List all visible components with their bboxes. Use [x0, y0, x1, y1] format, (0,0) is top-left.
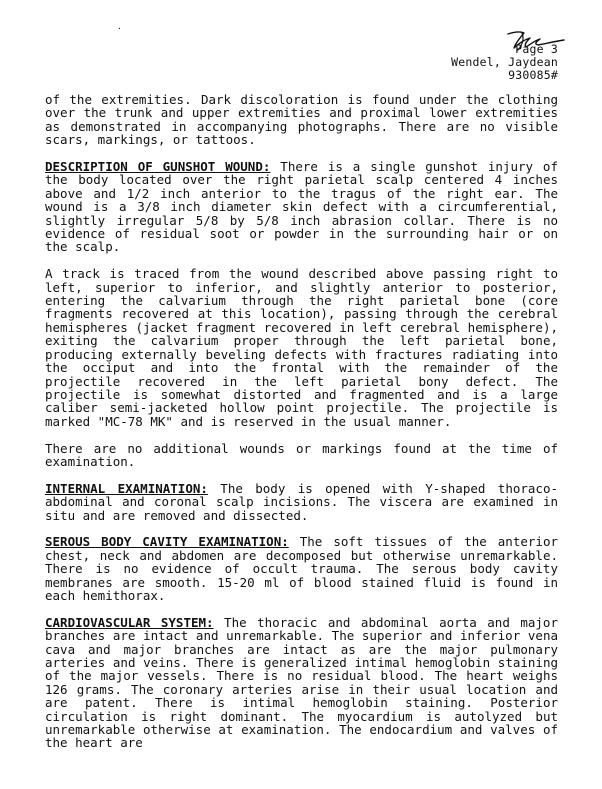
section-internal-examination [45, 482, 558, 522]
report-body [45, 93, 558, 763]
paragraph-additional-wounds [45, 442, 558, 469]
paragraph-text: The soft tissues of the anterior chest, neck and abdomen are decomposed but otherwise unremarkable. There is no evidence of occult trauma. The serous body cavity membranes are smooth. 15-20 ml of blood stained fluid is found in each hemithorax. [45, 534, 558, 603]
paragraph-text: There are no additional wounds or markings found at the time of examination. [45, 440, 558, 469]
page-number: Page 3 [515, 42, 558, 56]
stray-mark: · [117, 24, 122, 33]
section-heading: DESCRIPTION OF GUNSHOT WOUND: [45, 159, 271, 175]
section-serous-body-cavity [45, 535, 558, 602]
section-gunshot-wound [45, 160, 558, 254]
paragraph-text: A track is traced from the wound described above passing right to left, superior to inferior, and slightly anterior to posterior, entering the calvarium through the right parietal bone (core fragments recovered at this location), passing through the cerebral hemispheres (jacket fragment recovered in left cerebral hemisphere), exiting the calvarium proper through the left parietal bone, producing externally beveling defects with fractures radiating into the occiput and into the frontal with the remainder of the projectile recovered in the left parietal bony defect. The projectile is somewhat distorted and fragmented and is a large caliber semi-jacketed hollow point projectile. The projectile is marked "MC-78 MK" and is reserved in the usual manner. [45, 266, 558, 429]
paragraph-wound-track [45, 267, 558, 428]
paragraph-text: There is a single gunshot injury of the body located over the right parietal scalp centered 4 inches above and 1/2 inch anterior to the tragus of the right ear. The wound is a 3/8 inch diameter skin defect with a circumferential, slightly irregular 5/8 by 5/8 inch abrasion collar. There is no evidence of residual soot or powder in the surrounding hair or on the scalp. [45, 159, 558, 255]
section-cardiovascular-system [45, 616, 558, 750]
section-heading: SEROUS BODY CAVITY EXAMINATION: [45, 534, 289, 550]
paragraph-text: The body is opened with Y-shaped thoraco-abdominal and coronal scalp incisions. The viscera are examined in situ and are removed and dissected. [45, 480, 558, 523]
paragraph-text: The thoracic and abdominal aorta and major branches are intact and unremarkable. The superior and inferior vena cava and major branches are intact as are the major pulmonary arteries and veins. There is generalized intimal hemoglobin staining of the major vessels. There is no residual blood. The heart weighs 126 grams. The coronary arteries arise in their usual location and are patent. There is intimal hemoglobin staining. Posterior circulation is right dominant. The myocardium is autolyzed but unremarkable otherwise at examination. The endocardium and valves of the heart are [45, 614, 558, 751]
section-heading: INTERNAL EXAMINATION: [45, 480, 208, 496]
decedent-name: Wendel, Jaydean [451, 55, 558, 69]
paragraph-extremities [45, 93, 558, 147]
page-header [451, 43, 558, 82]
paragraph-text: of the extremities. Dark discoloration is found under the clothing over the trunk and upper extremities and proximal lower extremities as demonstrated in accompanying photographs. There are no visible scars, markings, or tattoos. [45, 92, 558, 148]
case-number: 930085# [508, 68, 558, 82]
section-heading: CARDIOVASCULAR SYSTEM: [45, 614, 214, 630]
